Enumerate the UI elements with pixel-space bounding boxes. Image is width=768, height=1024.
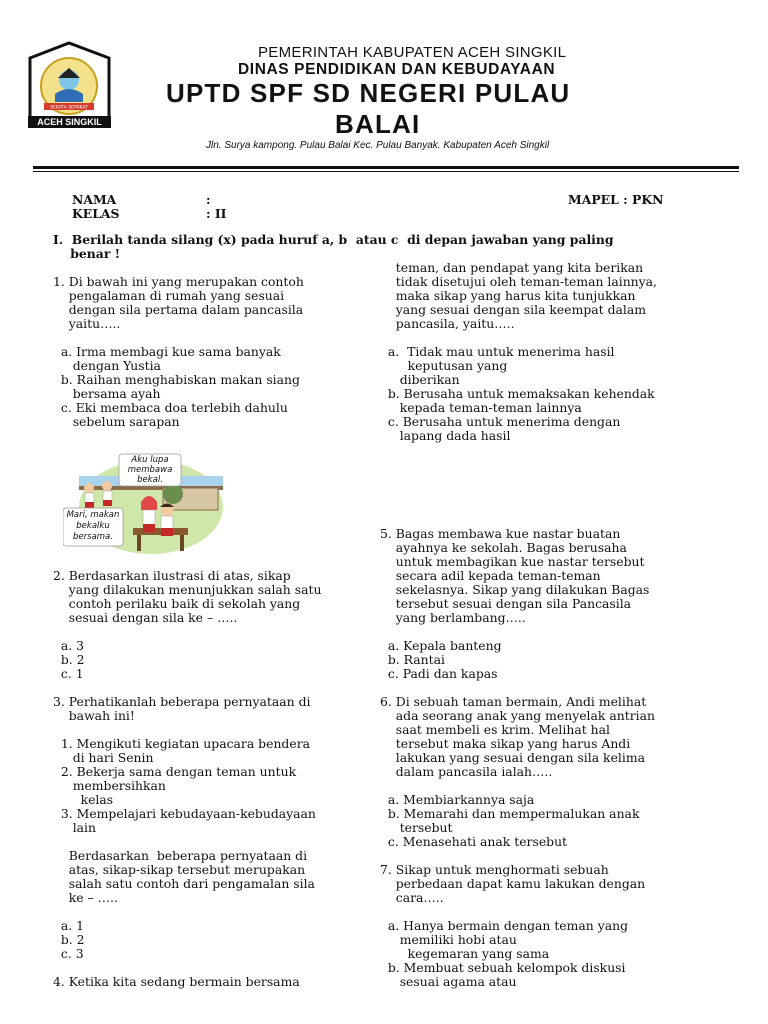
q5-option-a: a. Kepala banteng xyxy=(380,638,502,653)
speech-bubble-top: Aku lupa membawa bekal. xyxy=(127,455,173,485)
question-1: 1. Di bawah ini yang merupakan contoh pengalaman di rumah yang sesuai dengan sila pertama dalam pancasila yaitu….. xyxy=(53,274,304,331)
q5-option-c: c. Padi dan kapas xyxy=(380,666,498,681)
question-6: 6. Di sebuah taman bermain, Andi melihat ada seorang anak yang menyelak antrian saat membeli es krim. Melihat hal tersebut maka sikap yang harus Andi lakukan yang sesuai dengan sila kelima dalam pancasila ialah….. xyxy=(380,694,655,779)
name-separator: : xyxy=(206,192,211,207)
q3-option-a: a. 1 xyxy=(53,918,85,933)
q3-statement-1: 1. Mengikuti kegiatan upacara bendera di hari Senin xyxy=(60,736,311,765)
speech-bubble-left: Mari, makan bekalku bersama. xyxy=(66,510,120,542)
school-address: Jln. Surya kampong. Pulau Balai Kec. Pulau Banyak. Kabupaten Aceh Singkil xyxy=(206,140,550,151)
regency-logo xyxy=(22,40,117,132)
logo-label: ACEH SINGKIL xyxy=(37,117,102,127)
subject-label: MAPEL : PKN xyxy=(568,192,664,207)
q6-option-c: c. Menasehati anak tersebut xyxy=(380,834,568,849)
question-7: 7. Sikap untuk menghormati sebuah perbedaan dapat kamu lakukan dengan cara….. xyxy=(380,862,646,905)
q1-option-a: a. Irma membagi kue sama banyak dengan Yustia xyxy=(60,344,281,373)
q3-statement-3: 3. Mempelajari kebudayaan-kebudayaan lain xyxy=(60,806,316,835)
q4-option-c: c. Berusaha untuk menerima dengan lapang dada hasil xyxy=(387,414,621,443)
q7-option-b: b. Membuat sebuah kelompok diskusi sesuai agama atau xyxy=(387,960,626,989)
question-4-continued: teman, dan pendapat yang kita berikan tidak disetujui oleh teman-teman lainnya, maka sikap yang harus kita tunjukkan yang sesuai dengan sila keempat dalam pancasila, yaitu….. xyxy=(395,260,657,331)
question-3: 3. Perhatikanlah beberapa pernyataan di bawah ini! xyxy=(53,694,311,723)
school-name-line1: UPTD SPF SD NEGERI PULAU xyxy=(166,78,571,108)
q2-option-b: b. 2 xyxy=(53,652,85,667)
government-name: PEMERINTAH KABUPATEN ACEH SINGKIL xyxy=(258,44,567,61)
question-4-start: 4. Ketika kita sedang bermain bersama xyxy=(53,974,300,989)
svg-text:SEKATA SEPAKAT: SEKATA SEPAKAT xyxy=(50,105,88,111)
letterhead-rule-thin xyxy=(33,171,739,172)
letterhead-rule-thick xyxy=(33,166,739,169)
q5-option-b: b. Rantai xyxy=(380,652,445,667)
q3-option-c: c. 3 xyxy=(53,946,84,961)
department-name: DINAS PENDIDIKAN DAN KEBUDAYAAN xyxy=(238,61,556,78)
q4-option-b: b. Berusaha untuk memaksakan kehendak kepada teman-teman lainnya xyxy=(387,386,655,415)
q4-option-a: a. Tidak mau untuk menerima hasil keputusan yang diberikan xyxy=(387,344,615,387)
q2-option-c: c. 1 xyxy=(53,666,84,681)
question-5: 5. Bagas membawa kue nastar buatan ayahnya ke sekolah. Bagas berusaha untuk membagikan kue nastar tersebut secara adil kepada teman-teman sekelasnya. Sikap yang dilakukan Bagas tersebut sesuai dengan sila Pancasila yang berlambang….. xyxy=(380,526,650,625)
q6-option-a: a. Membiarkannya saja xyxy=(380,792,535,807)
q6-option-b: b. Memarahi dan mempermalukan anak tersebut xyxy=(387,806,640,835)
question-2: 2. Berdasarkan ilustrasi di atas, sikap yang dilakukan menunjukkan salah satu contoh perilaku baik di sekolah yang sesuai dengan sila ke – ….. xyxy=(53,568,322,625)
q2-option-a: a. 3 xyxy=(53,638,85,653)
q1-option-b: b. Raihan menghabiskan makan siang bersama ayah xyxy=(60,372,300,401)
school-name-line2: BALAI xyxy=(335,109,421,139)
instruction-line2: benar ! xyxy=(53,246,121,261)
q1-option-c: c. Eki membaca doa terlebih dahulu sebelum sarapan xyxy=(60,400,288,429)
classroom-illustration xyxy=(63,452,225,557)
name-label: NAMA xyxy=(72,192,117,207)
class-label: KELAS xyxy=(72,206,120,221)
q3-option-b: b. 2 xyxy=(53,932,85,947)
q3-stem: Berdasarkan beberapa pernyataan di atas, sikap-sikap tersebut merupakan salah satu contoh dari pengamalan sila ke – ….. xyxy=(68,848,315,905)
class-value: : II xyxy=(206,206,227,221)
instruction-line1: I. Berilah tanda silang (x) pada huruf a, b atau c di depan jawaban yang paling xyxy=(53,232,614,247)
q7-option-a: a. Hanya bermain dengan teman yang memiliki hobi atau kegemaran yang sama xyxy=(387,918,628,961)
q3-statement-2: 2. Bekerja sama dengan teman untuk membersihkan kelas xyxy=(60,764,297,807)
